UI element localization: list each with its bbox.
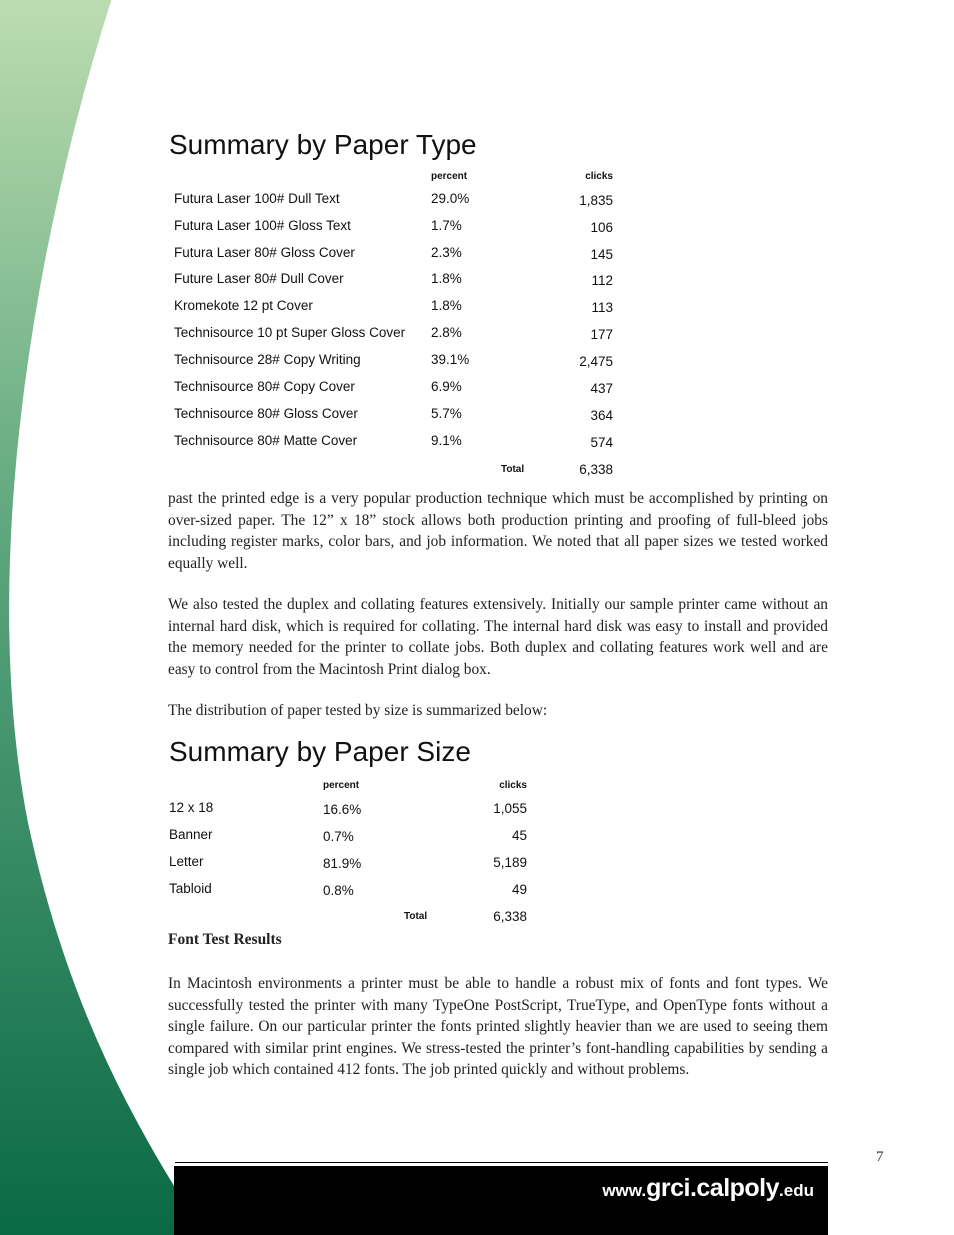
- paper-size-title: Summary by Paper Size: [169, 736, 471, 767]
- footer-url-main: grci.calpoly: [646, 1174, 780, 1202]
- paper-percent: 1.8%: [431, 298, 462, 313]
- paper-percent: 1.7%: [431, 218, 462, 233]
- paper-name: Technisource 80# Copy Cover: [174, 379, 355, 394]
- size-percent: 16.6%: [323, 802, 362, 817]
- size-name: Banner: [169, 827, 213, 842]
- total-value: 6,338: [493, 909, 527, 924]
- paper-clicks: 106: [590, 220, 613, 235]
- body-paragraph: In Macintosh environments a printer must be able to handle a robust mix of fonts and font types. We successfully tested the printer with many TypeOne PostScript, TrueType, and OpenType fonts without a single failure. On our particular printer the fonts printed slightly heavier than we are used to seeing them compared with similar print engines. We stress-tested the printer’s font-handling capabilities by sending a single job which contained 412 fonts. The job printed quickly and without problems.: [168, 975, 828, 1079]
- size-clicks: 49: [511, 882, 527, 897]
- paper-name: Futura Laser 80# Gloss Cover: [174, 245, 355, 260]
- paper-name: Technisource 28# Copy Writing: [174, 352, 361, 367]
- paper-clicks: 1,835: [579, 193, 613, 208]
- size-percent: 81.9%: [323, 856, 362, 871]
- total-label: Total: [404, 911, 428, 922]
- paper-clicks: 112: [591, 273, 613, 288]
- size-percent: 0.8%: [323, 883, 354, 898]
- clicks-header: clicks: [585, 171, 613, 182]
- paper-clicks: 364: [590, 408, 613, 423]
- footer-website-link[interactable]: [602, 1174, 814, 1203]
- size-name: Tabloid: [169, 881, 212, 896]
- size-percent: 0.7%: [323, 829, 354, 844]
- paper-clicks: 574: [590, 435, 613, 450]
- paper-percent: 2.3%: [431, 245, 462, 260]
- paper-percent: 6.9%: [431, 379, 462, 394]
- paper-name: Kromekote 12 pt Cover: [174, 298, 313, 313]
- paper-percent: 39.1%: [431, 352, 470, 367]
- paper-name: Technisource 80# Matte Cover: [174, 433, 358, 448]
- percent-header: percent: [323, 780, 360, 791]
- total-value: 6,338: [579, 462, 613, 477]
- body-paragraph: We also tested the duplex and collating features extensively. Initially our sample printer came without an internal hard disk, which is required for collating. The internal hard disk was easy to install and provided the memory needed for the printer to collate jobs. Both duplex and collating features work well and are easy to control from the Macintosh Print dialog box.: [168, 596, 828, 678]
- size-clicks: 5,189: [493, 855, 527, 870]
- font-test-results-heading: Font Test Results: [168, 931, 282, 948]
- footer-band: [174, 1166, 828, 1235]
- paper-percent: 9.1%: [431, 433, 462, 448]
- clicks-header: clicks: [499, 780, 527, 791]
- size-name: Letter: [169, 854, 204, 869]
- paper-name: Technisource 80# Gloss Cover: [174, 406, 358, 421]
- paper-clicks: 2,475: [579, 354, 613, 369]
- paper-name: Technisource 10 pt Super Gloss Cover: [174, 325, 406, 340]
- footer-url-suffix: .edu: [779, 1181, 814, 1200]
- paper-percent: 1.8%: [431, 271, 462, 286]
- paper-clicks: 145: [590, 247, 613, 262]
- paper-type-title: Summary by Paper Type: [169, 129, 477, 160]
- paper-clicks: 177: [590, 327, 613, 342]
- size-clicks: 1,055: [493, 801, 527, 816]
- paper-clicks: 437: [590, 381, 613, 396]
- paper-name: Future Laser 80# Dull Cover: [174, 271, 344, 286]
- total-label: Total: [501, 464, 525, 475]
- footer-url-prefix: www.: [602, 1181, 647, 1200]
- body-paragraph: The distribution of paper tested by size is summarized below:: [168, 702, 548, 719]
- paper-name: Futura Laser 100# Dull Text: [174, 191, 340, 206]
- body-paragraph: past the printed edge is a very popular production technique which must be accomplished by printing on over-sized paper. The 12” x 18” stock allows both production printing and proofing of full-bleed jobs including register marks, color bars, and job information. We noted that all paper sizes we tested worked equally well.: [168, 490, 828, 572]
- paper-clicks: 113: [591, 300, 613, 315]
- size-clicks: 45: [511, 828, 527, 843]
- size-name: 12 x 18: [169, 800, 214, 815]
- paper-percent: 5.7%: [431, 406, 462, 421]
- percent-header: percent: [431, 171, 468, 182]
- paper-percent: 2.8%: [431, 325, 462, 340]
- footer-divider: [175, 1162, 828, 1163]
- page-number: 7: [876, 1149, 884, 1165]
- paper-percent: 29.0%: [431, 191, 470, 206]
- paper-name: Futura Laser 100# Gloss Text: [174, 218, 351, 233]
